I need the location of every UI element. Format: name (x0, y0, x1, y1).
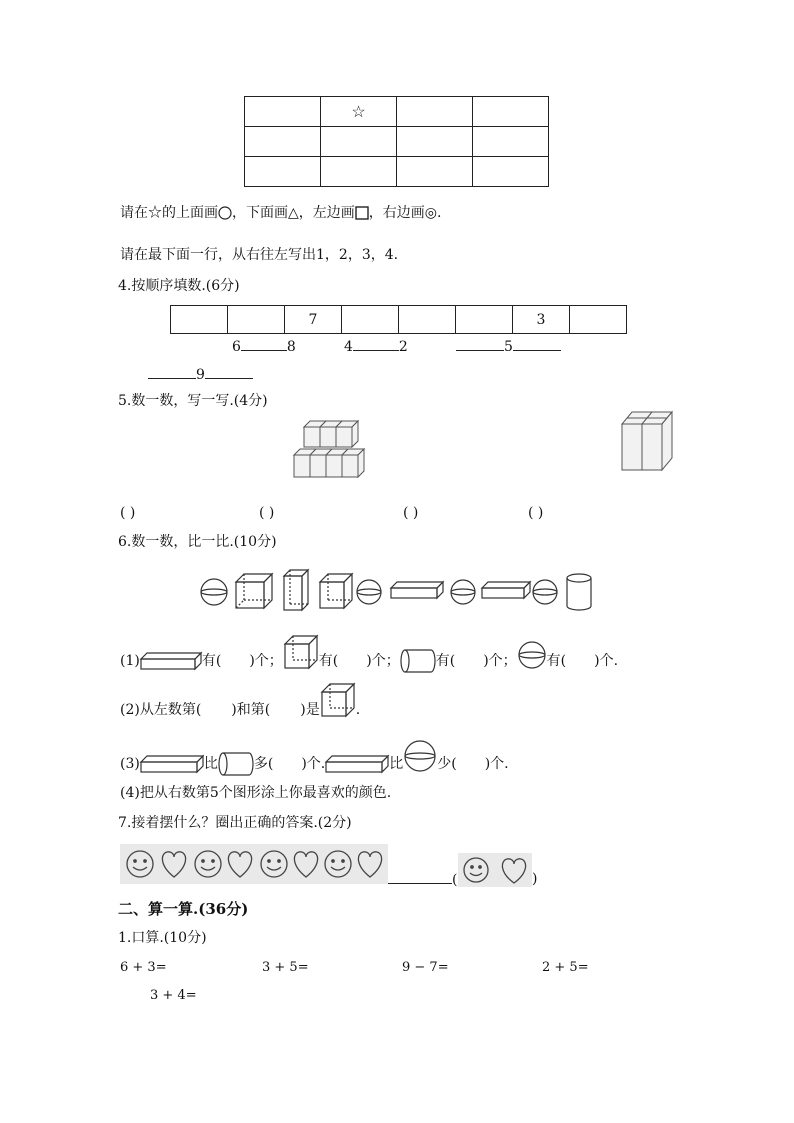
section-2-q1-title: 1.口算.(10分) (118, 930, 207, 946)
heart-icon (502, 859, 525, 883)
answer-options (458, 853, 532, 887)
flat-cuboid-icon (391, 582, 443, 598)
heart-icon (228, 852, 251, 877)
smiley-icon (127, 851, 153, 877)
fill-number: 9 (196, 367, 205, 383)
answer-blank[interactable] (148, 364, 196, 379)
paren-close: ) (532, 871, 538, 887)
grid-cell[interactable] (321, 127, 397, 157)
cube-icon (283, 634, 319, 670)
pattern-answer (388, 869, 457, 890)
pattern-strip (120, 844, 388, 884)
sequence-table (170, 305, 627, 334)
section-2-title: 二、算一算.(36分) (118, 900, 249, 918)
stacked-cubes-icon (288, 425, 370, 487)
grid-row (245, 157, 549, 187)
fill-sequence-b (344, 336, 408, 357)
sequence-cell[interactable] (570, 306, 627, 334)
grid-cell[interactable] (245, 157, 321, 187)
arithmetic-expression[interactable]: 3 + 5= (262, 960, 309, 975)
fill-number: 6 (232, 339, 241, 355)
question-6-part-2 (120, 700, 360, 720)
answer-paren[interactable]: ( ) (528, 505, 544, 521)
grid-cell[interactable] (473, 157, 549, 187)
compare-text: 少( (437, 756, 457, 772)
has-text: 有( (435, 653, 456, 669)
circle-icon (218, 206, 232, 220)
has-text: 有( (201, 653, 222, 669)
heart-icon (294, 852, 317, 877)
has-text: 有( (318, 653, 339, 669)
instruction-text: 请在☆的上面画 (120, 205, 218, 221)
tall-block-icon (620, 410, 676, 472)
instruction-text: ，右边画◎. (368, 205, 442, 221)
answer-blank[interactable] (388, 869, 452, 884)
answer-blank[interactable] (205, 364, 253, 379)
fill-sequence-a (232, 336, 296, 357)
flat-cuboid-icon (482, 582, 530, 598)
answer-paren[interactable]: ( ) (120, 505, 136, 521)
count-suffix: )个； (483, 653, 517, 669)
smiley-icon (325, 851, 351, 877)
answer-paren[interactable]: ( ) (403, 505, 419, 521)
cube-icon (236, 574, 272, 608)
question-6-part-4: (4)把从右数第5个图形涂上你最喜欢的颜色. (120, 785, 392, 801)
fill-number: 4 (344, 339, 353, 355)
paren-open: ( (452, 872, 458, 888)
position-grid (244, 96, 549, 187)
answer-blank[interactable] (456, 336, 504, 351)
sequence-cell[interactable] (456, 306, 513, 334)
flat-cuboid-icon (325, 754, 389, 774)
grid-row (245, 127, 549, 157)
instruction-text: ，下面画△，左边画 (232, 205, 355, 221)
shape-row (198, 568, 598, 614)
sequence-cell[interactable] (399, 306, 456, 334)
part-text: )是 (300, 702, 320, 718)
question-4-title: 4.按顺序填数.(6分) (118, 278, 240, 294)
count-suffix: )个； (249, 653, 283, 669)
ball-icon (403, 739, 437, 773)
question-6-part-1 (120, 647, 618, 675)
tall-cuboid-icon (284, 570, 308, 610)
grid-cell[interactable] (473, 97, 549, 127)
grid-cell[interactable] (473, 127, 549, 157)
fill-number: 8 (286, 339, 296, 355)
heart-icon (162, 852, 185, 877)
part-number: (1) (120, 653, 140, 669)
compare-text: 比 (389, 756, 404, 772)
count-suffix: )个. (484, 756, 509, 772)
count-suffix: )个. (594, 653, 619, 669)
part-text: (2)从左数第( (120, 702, 202, 718)
sequence-cell[interactable] (342, 306, 399, 334)
grid-cell[interactable] (397, 127, 473, 157)
sequence-cell[interactable]: 3 (513, 306, 570, 334)
question-7-title: 7.接着摆什么？圈出正确的答案.(2分) (118, 815, 352, 831)
grid-cell[interactable] (245, 127, 321, 157)
compare-text: 多( (253, 756, 274, 772)
instruction-write-numbers: 请在最下面一行，从右往左写出1，2，3，4. (120, 247, 399, 263)
sequence-row (171, 306, 627, 334)
ball-icon (517, 640, 547, 670)
has-text: 有( (546, 653, 567, 669)
fill-sequence-c (456, 336, 561, 357)
grid-cell[interactable] (397, 97, 473, 127)
arithmetic-expression[interactable]: 2 + 5= (542, 960, 589, 975)
cube-icon (320, 682, 356, 718)
arithmetic-expression[interactable]: 9 − 7= (402, 960, 449, 975)
compare-text: 比 (203, 756, 218, 772)
smiley-icon (261, 851, 287, 877)
sequence-cell[interactable]: 7 (285, 306, 342, 334)
cylinder-icon (567, 574, 591, 610)
ball-icon (357, 580, 381, 604)
question-6-part-3 (120, 750, 509, 778)
fill-number: 2 (398, 339, 408, 355)
count-suffix: )个. (301, 756, 326, 772)
fill-number: 5 (504, 339, 513, 355)
sequence-cell[interactable] (228, 306, 285, 334)
smiley-icon (195, 851, 221, 877)
count-suffix: )个； (366, 653, 400, 669)
ball-icon (451, 580, 475, 604)
question-5-title: 5.数一数，写一写.(4分) (118, 393, 268, 409)
square-icon (355, 206, 369, 220)
cylinder-icon (400, 647, 436, 675)
flat-cuboid-icon (140, 754, 204, 774)
ball-icon (533, 580, 557, 604)
cylinder-icon (218, 750, 254, 778)
sequence-cell[interactable] (171, 306, 228, 334)
heart-icon (358, 852, 381, 877)
grid-row (245, 97, 549, 127)
smiley-icon (464, 858, 488, 882)
ball-icon (201, 579, 227, 605)
fill-sequence-d (148, 364, 253, 385)
grid-cell[interactable] (245, 97, 321, 127)
question-6-title: 6.数一数，比一比.(10分) (118, 534, 277, 550)
cube-icon (320, 574, 352, 608)
grid-cell-star[interactable]: ☆ (321, 97, 397, 127)
part-text: )和第( (231, 702, 271, 718)
answer-paren[interactable]: ( ) (259, 505, 275, 521)
part-text: . (355, 702, 361, 718)
answer-blank[interactable] (241, 336, 287, 351)
grid-cell[interactable] (321, 157, 397, 187)
arithmetic-expression[interactable]: 6 + 3= (120, 960, 167, 975)
instruction-draw-shapes (120, 203, 441, 223)
part-number: (3) (120, 756, 140, 772)
grid-cell[interactable] (397, 157, 473, 187)
arithmetic-expression[interactable]: 3 + 4= (150, 988, 197, 1003)
flat-cuboid-icon (140, 651, 202, 671)
answer-blank[interactable] (513, 336, 561, 351)
answer-blank[interactable] (353, 336, 399, 351)
